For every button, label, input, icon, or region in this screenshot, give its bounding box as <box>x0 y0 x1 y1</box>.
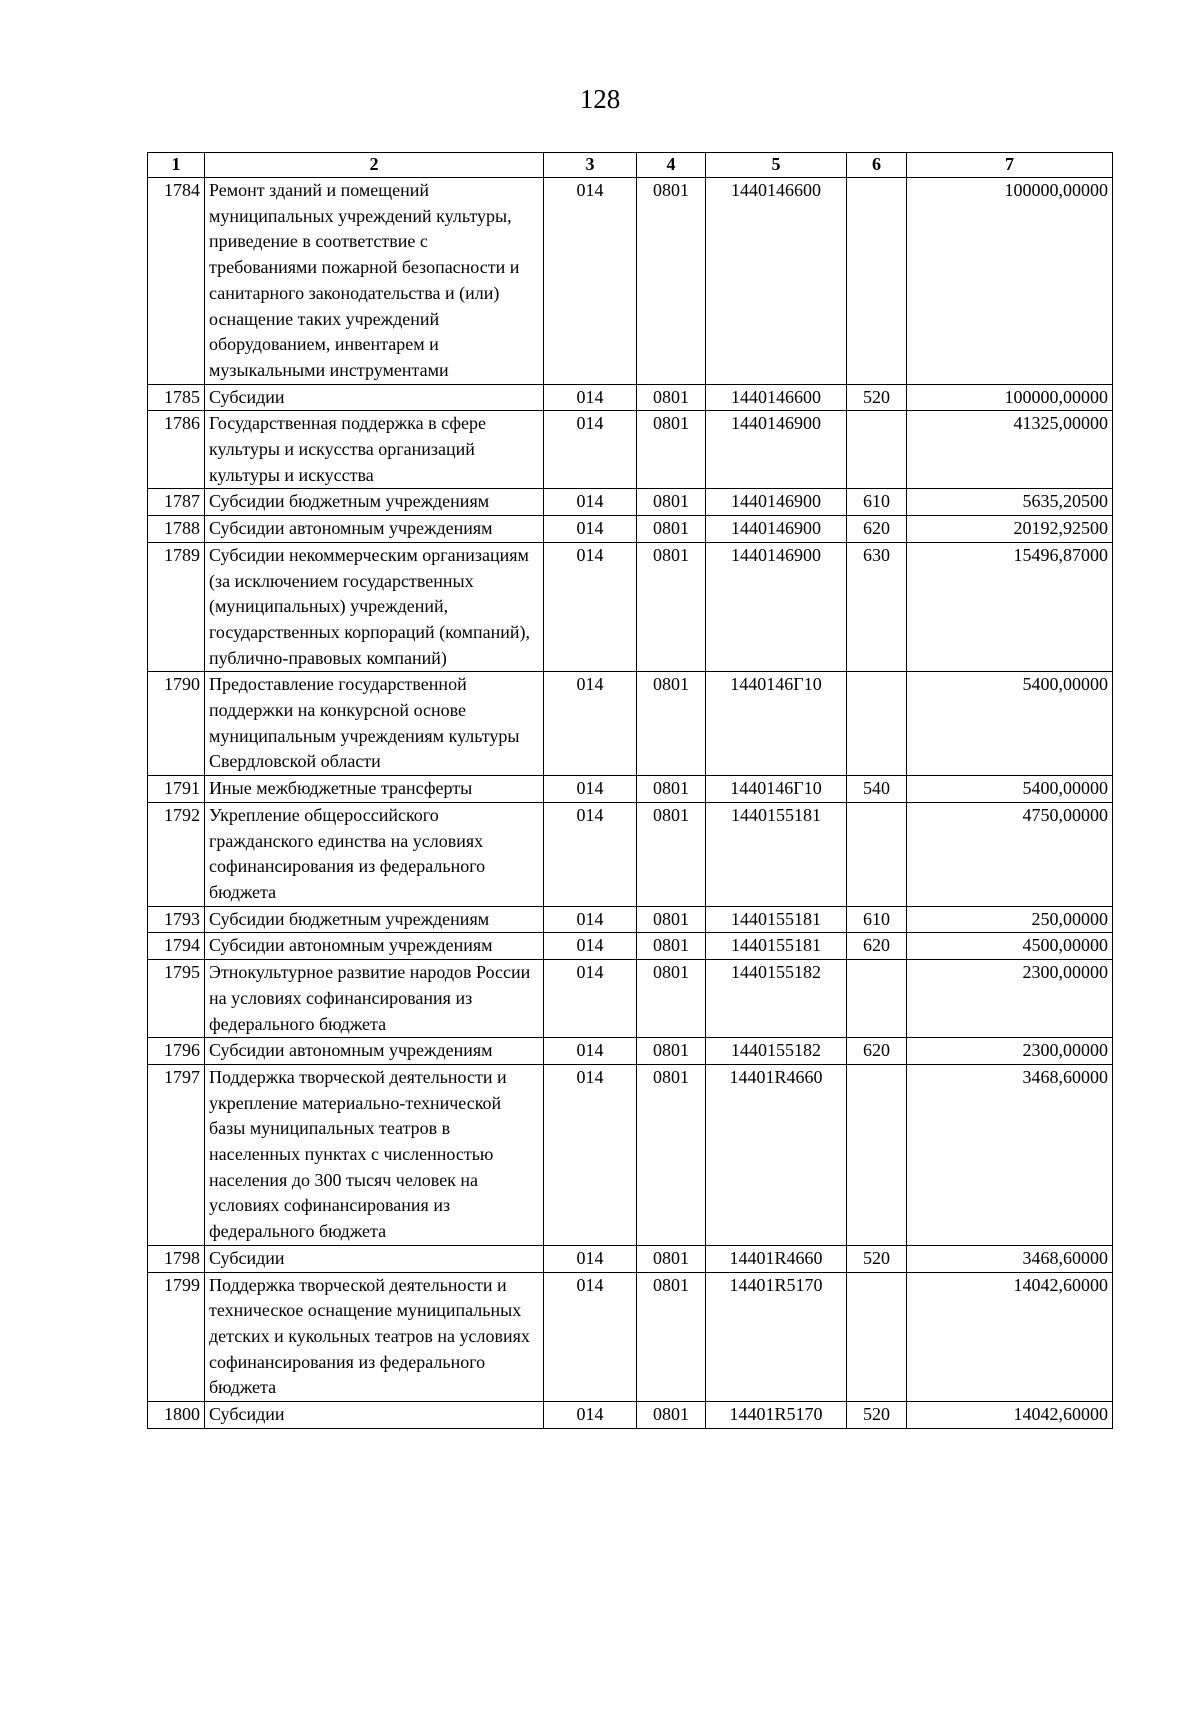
row-code-expense-type <box>847 802 907 906</box>
row-name: Ремонт зданий и помещений муниципальных учреждений культуры, приведение в соответствие с требованиями пожарной безопасности и санитарного законодательства и (или) оснащение таких учреждений оборудованием, инвентарем и музыкальными инструментами <box>205 178 544 385</box>
header-row <box>148 153 1113 178</box>
row-amount: 5400,00000 <box>907 776 1113 803</box>
table-row <box>148 384 1113 411</box>
row-code-expense-type: 620 <box>847 1038 907 1065</box>
row-code-ministry: 014 <box>544 672 637 776</box>
row-name: Субсидии <box>205 1402 544 1429</box>
row-number: 1798 <box>148 1245 205 1272</box>
row-number: 1797 <box>148 1064 205 1245</box>
row-code-ministry: 014 <box>544 933 637 960</box>
row-amount: 4750,00000 <box>907 802 1113 906</box>
row-code-target: 1440146Г10 <box>706 672 847 776</box>
row-code-expense-type <box>847 411 907 489</box>
row-code-ministry: 014 <box>544 542 637 672</box>
row-amount: 3468,60000 <box>907 1064 1113 1245</box>
table-row <box>148 411 1113 489</box>
row-code-target: 1440146600 <box>706 384 847 411</box>
row-amount: 100000,00000 <box>907 384 1113 411</box>
row-amount: 14042,60000 <box>907 1402 1113 1429</box>
table-row <box>148 1245 1113 1272</box>
table-row <box>148 802 1113 906</box>
row-code-section: 0801 <box>637 384 706 411</box>
row-amount: 5635,20500 <box>907 489 1113 516</box>
row-code-target: 1440155182 <box>706 960 847 1038</box>
row-code-expense-type: 520 <box>847 1402 907 1429</box>
row-code-target: 1440155181 <box>706 933 847 960</box>
row-code-ministry: 014 <box>544 776 637 803</box>
header-col-7: 7 <box>907 153 1113 178</box>
row-code-ministry: 014 <box>544 1245 637 1272</box>
row-name: Субсидии автономным учреждениям <box>205 1038 544 1065</box>
header-col-2: 2 <box>205 153 544 178</box>
row-code-expense-type: 620 <box>847 516 907 543</box>
row-amount: 5400,00000 <box>907 672 1113 776</box>
row-name: Субсидии некоммерческим организациям (за исключением государственных (муниципальных) учреждений, государственных корпораций (компаний), публично-правовых компаний) <box>205 542 544 672</box>
row-number: 1792 <box>148 802 205 906</box>
row-code-ministry: 014 <box>544 802 637 906</box>
header-col-6: 6 <box>847 153 907 178</box>
row-number: 1786 <box>148 411 205 489</box>
budget-table <box>147 152 1113 1429</box>
row-amount: 15496,87000 <box>907 542 1113 672</box>
header-col-3: 3 <box>544 153 637 178</box>
row-number: 1793 <box>148 906 205 933</box>
row-code-target: 1440146900 <box>706 489 847 516</box>
row-code-ministry: 014 <box>544 384 637 411</box>
row-code-ministry: 014 <box>544 1064 637 1245</box>
table-row <box>148 960 1113 1038</box>
row-amount: 20192,92500 <box>907 516 1113 543</box>
row-code-section: 0801 <box>637 1402 706 1429</box>
row-number: 1796 <box>148 1038 205 1065</box>
row-code-section: 0801 <box>637 960 706 1038</box>
table-row <box>148 933 1113 960</box>
row-code-section: 0801 <box>637 1064 706 1245</box>
table-row <box>148 906 1113 933</box>
row-code-expense-type <box>847 672 907 776</box>
header-col-1: 1 <box>148 153 205 178</box>
row-code-section: 0801 <box>637 1038 706 1065</box>
row-name: Субсидии <box>205 384 544 411</box>
row-code-expense-type <box>847 960 907 1038</box>
row-code-target: 1440146Г10 <box>706 776 847 803</box>
page-number: 128 <box>579 84 621 114</box>
row-amount: 14042,60000 <box>907 1272 1113 1402</box>
row-code-section: 0801 <box>637 672 706 776</box>
row-code-ministry: 014 <box>544 411 637 489</box>
row-code-ministry: 014 <box>544 1038 637 1065</box>
row-amount: 2300,00000 <box>907 960 1113 1038</box>
row-code-ministry: 014 <box>544 516 637 543</box>
row-code-section: 0801 <box>637 906 706 933</box>
row-name: Субсидии <box>205 1245 544 1272</box>
row-code-ministry: 014 <box>544 1272 637 1402</box>
header-col-5: 5 <box>706 153 847 178</box>
row-code-section: 0801 <box>637 542 706 672</box>
row-amount: 100000,00000 <box>907 178 1113 385</box>
row-name: Поддержка творческой деятельности и укрепление материально-технической базы муниципальных театров в населенных пунктах с численностью населения до 300 тысяч человек на условиях софинансирования из федерального бюджета <box>205 1064 544 1245</box>
row-number: 1790 <box>148 672 205 776</box>
row-code-target: 14401R4660 <box>706 1245 847 1272</box>
row-number: 1789 <box>148 542 205 672</box>
row-amount: 4500,00000 <box>907 933 1113 960</box>
table-row <box>148 672 1113 776</box>
table-row <box>148 776 1113 803</box>
row-code-section: 0801 <box>637 933 706 960</box>
row-number: 1799 <box>148 1272 205 1402</box>
table-body <box>148 178 1113 1429</box>
row-name: Субсидии бюджетным учреждениям <box>205 489 544 516</box>
row-code-expense-type: 610 <box>847 906 907 933</box>
row-code-expense-type <box>847 1272 907 1402</box>
row-code-ministry: 014 <box>544 178 637 385</box>
row-number: 1795 <box>148 960 205 1038</box>
row-amount: 41325,00000 <box>907 411 1113 489</box>
row-code-section: 0801 <box>637 776 706 803</box>
table-row <box>148 1038 1113 1065</box>
row-code-section: 0801 <box>637 802 706 906</box>
row-number: 1784 <box>148 178 205 385</box>
row-code-target: 1440146900 <box>706 516 847 543</box>
row-code-section: 0801 <box>637 1245 706 1272</box>
table-row <box>148 1272 1113 1402</box>
row-code-expense-type: 620 <box>847 933 907 960</box>
row-code-target: 14401R5170 <box>706 1272 847 1402</box>
row-number: 1785 <box>148 384 205 411</box>
header-col-4: 4 <box>637 153 706 178</box>
row-amount: 2300,00000 <box>907 1038 1113 1065</box>
row-number: 1791 <box>148 776 205 803</box>
row-code-expense-type: 540 <box>847 776 907 803</box>
row-name: Иные межбюджетные трансферты <box>205 776 544 803</box>
row-code-section: 0801 <box>637 411 706 489</box>
row-code-target: 1440155181 <box>706 906 847 933</box>
row-name: Этнокультурное развитие народов России на условиях софинансирования из федерального бюджета <box>205 960 544 1038</box>
row-code-section: 0801 <box>637 516 706 543</box>
row-code-section: 0801 <box>637 1272 706 1402</box>
row-number: 1787 <box>148 489 205 516</box>
row-code-target: 1440146900 <box>706 411 847 489</box>
row-code-target: 14401R4660 <box>706 1064 847 1245</box>
row-code-target: 14401R5170 <box>706 1402 847 1429</box>
row-name: Субсидии бюджетным учреждениям <box>205 906 544 933</box>
row-name: Государственная поддержка в сфере культуры и искусства организаций культуры и искусства <box>205 411 544 489</box>
row-code-expense-type: 610 <box>847 489 907 516</box>
table-row <box>148 516 1113 543</box>
row-code-section: 0801 <box>637 489 706 516</box>
row-name: Субсидии автономным учреждениям <box>205 933 544 960</box>
row-code-target: 1440155182 <box>706 1038 847 1065</box>
row-number: 1800 <box>148 1402 205 1429</box>
table-row <box>148 542 1113 672</box>
row-code-expense-type <box>847 178 907 385</box>
row-code-ministry: 014 <box>544 489 637 516</box>
row-name: Поддержка творческой деятельности и техническое оснащение муниципальных детских и кукольных театров на условиях софинансирования из федерального бюджета <box>205 1272 544 1402</box>
row-code-ministry: 014 <box>544 960 637 1038</box>
row-number: 1794 <box>148 933 205 960</box>
table-row <box>148 1402 1113 1429</box>
row-code-expense-type: 520 <box>847 384 907 411</box>
table-row <box>148 489 1113 516</box>
row-amount: 250,00000 <box>907 906 1113 933</box>
row-number: 1788 <box>148 516 205 543</box>
row-code-expense-type: 520 <box>847 1245 907 1272</box>
row-code-expense-type <box>847 1064 907 1245</box>
row-code-ministry: 014 <box>544 906 637 933</box>
table-row <box>148 178 1113 385</box>
row-name: Субсидии автономным учреждениям <box>205 516 544 543</box>
row-code-section: 0801 <box>637 178 706 385</box>
row-code-target: 1440146600 <box>706 178 847 385</box>
row-code-expense-type: 630 <box>847 542 907 672</box>
row-code-target: 1440146900 <box>706 542 847 672</box>
row-name: Предоставление государственной поддержки на конкурсной основе муниципальным учреждениям культуры Свердловской области <box>205 672 544 776</box>
row-name: Укрепление общероссийского гражданского единства на условиях софинансирования из федерального бюджета <box>205 802 544 906</box>
row-amount: 3468,60000 <box>907 1245 1113 1272</box>
row-code-ministry: 014 <box>544 1402 637 1429</box>
table-row <box>148 1064 1113 1245</box>
row-code-target: 1440155181 <box>706 802 847 906</box>
